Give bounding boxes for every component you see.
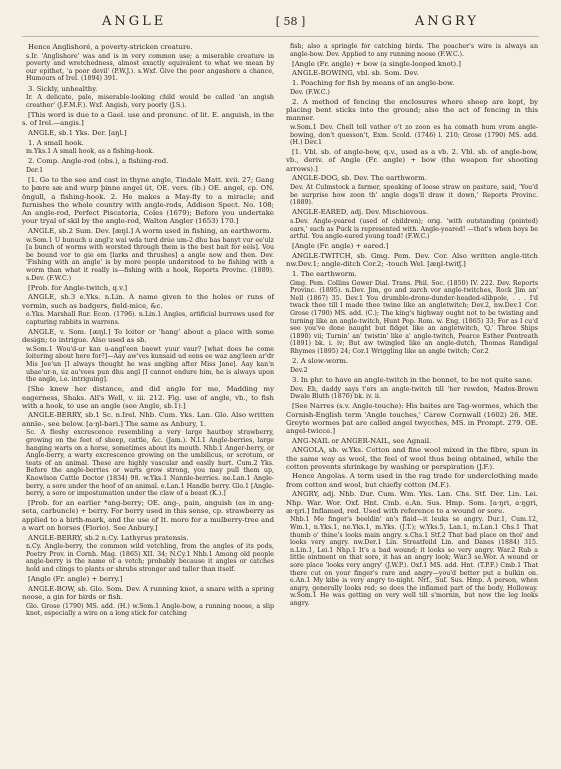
entry-paragraph: ANGLE-DOG, sb. Dev. The earthworm. <box>292 174 427 183</box>
citation-paragraph: Der.1 <box>26 167 44 175</box>
citation-paragraph: Dev. (F.W.C.) <box>290 88 330 96</box>
citation-paragraph: e.Yks. Marshall Rur. Econ. (1796). n.Lin.1 Angles, artificial burrows used for capturing rabbits in warrens. <box>26 311 274 326</box>
page-number: [ 58 ] <box>275 15 306 28</box>
citation-paragraph: Gmg. Pem. Collins Gower Dial. Trans. Phil. Soc. (1850) IV. 222. Dev. Reports Provinc. (1895). n.Dev. Jim, go and zarch vor angle-twitches, Rock Jim an' Nell (1867) 35. Dev.1 You drumble-drone-dunder-headed-slibpole, . . . I'd twack thee till I made thee twine like an angletwitch; Dev.2, nw.Dev.1 Cor. Grose (1790) MS. add. (C.); The king's highway ought not to be twisting and turning like an angle-twitch, Hunt Pop. Rom. w. Eng. (1865) 33; For as I cu'd see you've done naught but fidget like an angletwitch, 'Q.' Three Ships (1890) vii; Turnin' an' twistin' like a' angle-twitch, Pearce Esther Pentreath (1891) bk. i. iv; But aw twingled like an angle-dutch, Thomas Randigal Rhymes (1895) 24; Cor.1 Wriggling like an angle twitch; Cor.2 <box>290 279 538 356</box>
citation-paragraph: w.Som.1 U bunuch u angl'z wai wda turd drúe um-2 dhu bas banyt vur ee'ulz [a bunch of worms with worsted through them is the best bait for eels]. Vou be bound vor to gie em [larks and thrushes] a angle now and then. Dev. 'Fishing with an angle' is by more people understood to be fishing with a worm than what it really is—fishing with a hook, Reports Provinc. (1889). s.Dev. (F.W.C.) <box>26 236 274 282</box>
entry-paragraph: [This word is due to a Gael. use and pronunc. of lit. E. anguish, in the s. of Irel.—angis.] <box>22 110 274 128</box>
entry-paragraph: 3. Sickly, unhealthy. <box>28 84 98 93</box>
entry-paragraph: ANGOLA, sb. w.Yks. Cotton and fine wool mixed in the fibre, spun in the same way as wool, the feel of wool thus being obtained, while the cotton prevents shrinkage by washing or perspiration (J.F.). <box>286 446 538 471</box>
entry-paragraph: [Angle (Fr. angle) + bow (a single-looped knot).] <box>292 59 461 68</box>
citation-paragraph: fish; also a springle for catching birds. The poacher's wire is always an angle-bow. Dev. Applied to any running noose (F.W.C.). <box>290 43 538 58</box>
entry-paragraph: 1. The earthworm. <box>292 269 357 278</box>
citation-paragraph: m.Yks.1 A small hook, as a fishing-hook. <box>26 148 155 156</box>
citation-paragraph: w.Som.1 Wou'd-ur kan u-angl'een baewt yuur vaur? [what does he come loitering about here for?]—Aay aw'ves kunsaid ud eens ee waz ang'leen ar'dr Mis Jee'un [I always thought he was angling after Miss Jane]. Aay kan'n ubae'ur-n, úz au'vees pun dhu angl [I cannot endure him, he is always upon the angle, i.e. intriguing]. <box>26 345 274 384</box>
citation-paragraph: n.Cy. Angle-berry, the common wild vetchling, from the angles of its pods, Poetry Prov. in Cornh. Mag. (1865) XII. 34; N.Cy.1 Nhb.1 Among old people angle-berry is the name of a vetch; probably because it angles or catches hold and clings to plants or shrubs stronger and taller than itself. <box>26 543 274 573</box>
entry-paragraph: ANGLE-BOWING, vbl. sb. Som. Dev. <box>292 69 419 78</box>
entry-paragraph: [See Narres (s.v. Angle-touche): His baites are Tag-wormes, which the Cornish-English term 'Angle touches,' Carew Cornwall (1602) 26. ME. Greyte wormes þat are called angel twycches, MS. in Prompt. 279. OE. angel-twicce.] <box>286 402 538 435</box>
citation-paragraph: Glo. Grose (1790) MS. add. (H.) w.Som.1 Angle-bow, a running noose, a slip knot, especially a wire on a long stick for catching <box>26 602 274 618</box>
citation-paragraph: Nhb.1 Me finger's beeldin' an's flaid—it leuks se angry. Dur.1, Cum.12, Wm.1, n.Yks.1, ne.Yks.1, m.Yks. (J.T.); w.Yks.5, Lan.1, m.Lan.1 Chs.1 That thumb o' thine's looks main angry. s.Chs.1 Stf.2 That bad place on thoi' and looks very angry. nw.Der.1 Lin. Streatfeild Lin. and Danes (1884) 315. n.Lin.1, Lei.1 Nhp.1 It's a bad wound; it looks so very angry. War.2 Rub a little ointment on that sore, it has an angry look; War.3 se.Wor. A wound or sore place 'looks very angry' (J.W.P.). Oxf.1 MS. add. Hnt. (T.P.F.) Cmb.1 That there cut on your finger's rare and angry—you'd better put a bulkin on. e.An.1 My kibe is very angry to-night. Nrf., Suf. Sus. Hmp. A person, when angry, generally looks red; so does the inflamed part of the body, Holloway. w.Som.1 He was getting on very well till s'mornin, but now the leg looks angry. <box>290 516 538 607</box>
entry-paragraph: ANGRY, adj. Nhb. Dur. Cum. Wm. Yks. Lan. Chs. Stf. Der. Lin. Lei. Nhp. War. Wor. Oxf. Hnt. Cmb. e.An. Sus. Hmp. Som. [a·ŋri, a·ŋgri, æ·ŋri.] Inflamed, red. Used with reference to a wound or sore. <box>286 490 538 515</box>
entry-paragraph: 1. Poaching for fish by means of an angle-bow. <box>292 79 455 88</box>
entry-paragraph: ANG-NAIL or ANGER-NAIL, see Agnail. <box>292 436 432 445</box>
header-left-word: ANGLE <box>102 14 167 29</box>
entry-paragraph: Hence Anglishoré, a poverty-stricken creature. <box>28 43 193 51</box>
entry-paragraph: [Angle (Fr. angle) + eared.] <box>292 242 389 251</box>
entry-paragraph: ANGLE-TWITCH, sb. Gmg. Pem. Dev. Cor. Also written angle-titch nw.Dev.1; angle-ditch Cor.2; -touch Wel. [æŋl-twitʃ.] <box>286 252 538 269</box>
entry-paragraph: [Prob. for Angle-twitch, q.v.] <box>28 283 128 292</box>
entry-paragraph: [1. Vbl. sb. of angle-bow, q.v., used as a vb. 2. Vbl. sb. of angle-bow, vb., deriv. of Angle (Fr. angle) + bow (the weapon for shooting arrows).] <box>286 148 538 173</box>
entry-paragraph: ANGLE, sb.1 Yks. Der. [aŋl.] <box>28 128 127 137</box>
citation-paragraph: s.Ir. 'Anglishore' was and is in very common use; a miserable creature in poverty and wretchedness, almost exactly equivalent to what we mean by our epithet, 'a poor devil' (P.W.J.). s.Wxf. Give the poor angashore a chance, Humours of Irel. (1894) 391. <box>26 52 274 83</box>
citation-paragraph: Sc. A fleshy excrescence resembling a very large hautboy strawberry, growing on the feet of sheep, cattle, &c. (Jam.). N.I.1 Angle-berries, large hanging warts on a horse, sometimes about its mouth. Nhb.1 Anger-berry, or Angle-berry, a warty excrescence growing on the umbilicus, or scrotum, or teats of an animal. These are highly vascular and easily hurt. Cum.2 Yks. Before the angle-berries or warts grow strong, you may pull them up, Knowlson Cattle Doctor (1834) 98. w.Yks.1 Nannle-berries. ne.Lan.1 Angle-berry, a sore under the hoof of an animal. e.Lan.1 Handle berry. Glo.1 [Angle-berry, a sore or impostumation under the claw of a beast (K.).] <box>26 429 274 498</box>
entry-paragraph: ANGLE, sb.3 e.Yks. n.Lin. A name given to the holes or runs of vermin, such as badgers, field-mice, &c. <box>22 293 274 310</box>
text-columns <box>22 43 539 619</box>
entry-paragraph: 3. In phr. to have an angle-twitch in the bonnet, to be not quite sane. <box>292 375 533 384</box>
citation-paragraph: s.Dev. Angle-yeared (used of children); orig. 'with outstanding (pointed) ears,' such as Puck is represented with. Angle-yeared! —that's when boys be artful. You angle-eared young toad! (F.W.C.) <box>290 218 538 241</box>
entry-paragraph: ANGLE, v. Som. [æŋl.] To loiter or 'hang' about a place with some design; to intrigue. Also used as sb. <box>22 327 274 345</box>
entry-paragraph: ANGLE-BOW, sb. Glo. Som. Dev. A running knot, a snare with a spring noose, a gin for birds or fish. <box>22 584 274 601</box>
entry-paragraph: ANGLE, sb.2 Sum. Dev. [æŋl.] A worm used in fishing, an earthworm. <box>28 226 272 235</box>
entry-paragraph: [Prob. for an earlier *ang-berry; OE. ang-, pain, anguish (as in ang-seta, carbuncle) + berry. For berry used in this sense, cp. strawberry as applied to a birth-mark, and the use of It. moro for a mulberry-tree and a wart on horses (Florio). See Anbury.] <box>22 499 274 532</box>
citation-paragraph: Dev. Eh, daddy says t'ers an angle-twitch till 'her rewdon, Madox-Brown Dwale Bluth (1876) bk. iv. ii. <box>290 385 538 401</box>
entry-paragraph: Hence Angolas. A term used in the rag trade for underclothing made from cotton and wool, but chiefly cotton (M.F.). <box>286 472 538 489</box>
column-left <box>22 43 274 619</box>
entry-paragraph: [1. Go to the see and cast in thyne angle, Tindale Matt. xvii. 27; Gang to þære sæ and wurp þinne angel út, OE. vers. (ib.) OE. angel, cp. ON. öngull, a fishing-hook. 2. He makes a May-fly to a miracle; and furnishes the whole country with angle-rods, Addison Spect. No. 108; An angle-rod, Perfect Piscatoria, Coles (1679); Before you undertake your tryal of skil by the angle-rod, Walton Angler (1653) 170.] <box>22 176 274 226</box>
citation-paragraph: Dev.2 <box>290 366 308 374</box>
column-right <box>286 43 538 619</box>
citation-paragraph: w.Som.1 Dev. Chell tell vather o't zo zoon es ha comath hum vrom angle-bowing, don't quesson't, Exm. Scold. (1746) l. 210; Grose (1790) MS. add. (H.) Dev.1 <box>290 124 538 147</box>
entry-paragraph: 2. A slow-worm. <box>292 357 349 366</box>
entry-paragraph: 2. Comp. Angle-rod (obs.), a fishing-rod. <box>28 157 169 166</box>
page-header <box>22 14 539 37</box>
entry-paragraph: 2. A method of fencing the enclosures where sheep are kept, by placing bent sticks into the ground; also the act of fencing in this manner. <box>286 97 538 123</box>
entry-paragraph: ANGLE-EARED, adj. Dev. Mischievous. <box>292 208 429 217</box>
entry-paragraph: ANGLE-BERRY, sb.1 Sc. n.Irel. Nhb. Cum. Yks. Lan. Glo. Also written annle-, see below. [a·ŋl-bəri.] The same as Anbury, 1. <box>22 411 274 428</box>
entry-paragraph: [Angle (Fr. angle) + berry.] <box>28 575 123 584</box>
entry-paragraph: ANGLE-BERRY, sb.2 n.Cy. Lathyrus pratensis. <box>28 533 189 542</box>
citation-paragraph: Dev. At Culmstock a farmer, speaking of loose straw on pasture, said, 'You'd be surprise how zoon th' angle dogs'll draw it down,' Reports Provinc. (1889). <box>290 184 538 207</box>
entry-paragraph: [She knew her distance, and did angle for me, Madding my eagerness, Shaks. All's Well, v. iii. 212. Fig. use of angle, vb., to fish with a hook, to use an angle (see Angle, sb.1).] <box>22 385 274 410</box>
header-right-word: ANGRY <box>414 14 479 29</box>
citation-paragraph: Ir. A delicate, pale, miserable-looking child would be called 'an angish creather' (J.F.M.F.). Wxf. Angish, very poorly (J.S.). <box>26 94 274 109</box>
entry-paragraph: 1. A small hook. <box>28 138 84 147</box>
